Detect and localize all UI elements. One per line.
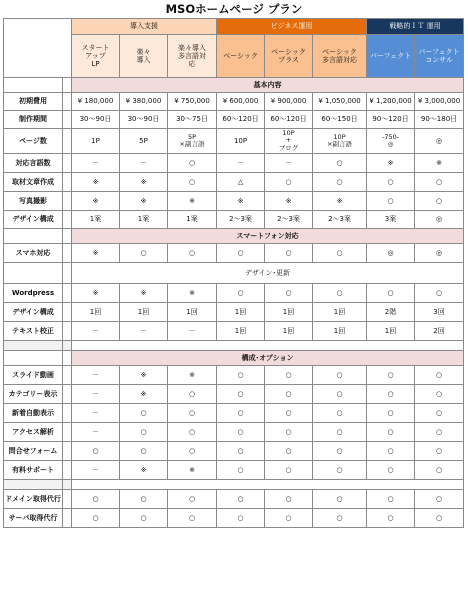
group-strategic-it: 戦略的ＩＴ 運用 — [367, 19, 464, 35]
value-cell: ○ — [313, 173, 367, 192]
value-cell: ○ — [313, 154, 367, 173]
value-line: ×副言語 — [179, 140, 205, 148]
value-cell: ¥ 380,000 — [120, 93, 168, 111]
value-line: 10P — [282, 128, 295, 137]
value-cell — [367, 129, 415, 154]
value-cell: ○ — [72, 490, 120, 509]
value-line: 5P — [187, 132, 197, 141]
value-cell: 90～180日 — [415, 111, 464, 129]
value-cell: ○ — [415, 385, 464, 404]
value-cell: ○ — [415, 404, 464, 423]
value-cell: ○ — [217, 461, 265, 480]
value-cell: 1回 — [72, 303, 120, 322]
table-row — [4, 490, 464, 509]
value-cell: 1案 — [72, 211, 120, 229]
section-row — [4, 351, 464, 366]
value-cell: ※ — [367, 154, 415, 173]
row-spacer — [63, 461, 72, 480]
section-spacer — [63, 78, 72, 93]
value-cell: － — [72, 423, 120, 442]
value-cell: ○ — [168, 490, 217, 509]
row-spacer — [63, 385, 72, 404]
value-cell: － — [72, 404, 120, 423]
value-line: ブログ — [278, 143, 299, 152]
blank-row — [4, 341, 464, 351]
value-cell: 2～3案 — [313, 211, 367, 229]
value-cell: ○ — [217, 490, 265, 509]
row-label: Wordpress — [4, 284, 63, 303]
plan-header-row — [4, 35, 464, 78]
value-cell: 3案 — [367, 211, 415, 229]
row-spacer — [63, 93, 72, 111]
value-cell: － — [168, 322, 217, 341]
plan-name-line: 多言語対 — [178, 51, 207, 60]
value-cell: 1回 — [265, 322, 313, 341]
row-spacer — [63, 244, 72, 263]
section-header: 構成･オプション — [72, 351, 464, 366]
section-spacer — [4, 351, 63, 366]
value-cell: 2～3案 — [265, 211, 313, 229]
table-row — [4, 404, 464, 423]
value-cell: ○ — [265, 385, 313, 404]
value-cell: ○ — [313, 284, 367, 303]
value-cell: 1P — [72, 129, 120, 154]
value-cell: ○ — [265, 461, 313, 480]
value-cell: ○ — [120, 509, 168, 528]
blank-row — [4, 480, 464, 490]
value-cell: ○ — [367, 173, 415, 192]
value-cell: 2～3案 — [217, 211, 265, 229]
plan-name-line: スタート — [81, 43, 110, 52]
value-cell: ○ — [367, 490, 415, 509]
value-cell: ○ — [217, 366, 265, 385]
value-cell: 1回 — [217, 303, 265, 322]
blank-cell — [72, 341, 464, 351]
value-cell: － — [72, 366, 120, 385]
value-cell: ○ — [265, 173, 313, 192]
table-row — [4, 366, 464, 385]
value-cell: 1回 — [265, 303, 313, 322]
row-label: スマホ対応 — [4, 244, 63, 263]
value-cell: ◎ — [415, 244, 464, 263]
plan-name-5 — [265, 35, 313, 78]
value-cell: ○ — [168, 509, 217, 528]
section-spacer — [4, 229, 63, 244]
value-cell: － — [72, 385, 120, 404]
table-row — [4, 322, 464, 341]
plan-table — [3, 18, 464, 528]
value-cell: ○ — [168, 442, 217, 461]
value-cell: ○ — [265, 490, 313, 509]
value-cell: ○ — [265, 244, 313, 263]
value-cell: ○ — [72, 442, 120, 461]
value-cell: ※ — [265, 192, 313, 211]
value-cell: ¥ 1,050,000 — [313, 93, 367, 111]
value-cell: － — [120, 154, 168, 173]
plan-name-2 — [120, 35, 168, 78]
table-row — [4, 192, 464, 211]
value-cell: ○ — [367, 366, 415, 385]
row-label: 有料サポート — [4, 461, 63, 480]
value-cell: ※ — [120, 284, 168, 303]
value-cell: ○ — [265, 404, 313, 423]
row-spacer — [63, 111, 72, 129]
value-cell: ○ — [367, 404, 415, 423]
value-cell: ○ — [120, 404, 168, 423]
value-cell: ※ — [217, 192, 265, 211]
page-title: MSOホームページ プラン — [165, 2, 303, 16]
value-cell: 60～150日 — [313, 111, 367, 129]
value-cell: 1回 — [367, 322, 415, 341]
section-header: 基本内容 — [72, 78, 464, 93]
row-label: 対応言語数 — [4, 154, 63, 173]
section-row — [4, 78, 464, 93]
table-row — [4, 423, 464, 442]
plan-name-line: プラス — [278, 56, 299, 64]
row-spacer — [63, 322, 72, 341]
row-label: テキスト校正 — [4, 322, 63, 341]
value-cell — [265, 129, 313, 154]
value-cell: ○ — [313, 423, 367, 442]
plan-name-line: 応 — [188, 60, 196, 69]
plan-name-line: 楽々 — [136, 47, 151, 56]
value-cell: ○ — [72, 509, 120, 528]
value-cell: ○ — [120, 423, 168, 442]
table-row — [4, 211, 464, 229]
value-cell: ○ — [217, 244, 265, 263]
value-cell: ※ — [120, 192, 168, 211]
blank-cell — [63, 480, 72, 490]
row-label: 新着自動表示 — [4, 404, 63, 423]
value-cell: ○ — [313, 442, 367, 461]
value-cell: ○ — [313, 385, 367, 404]
value-cell: 5P — [120, 129, 168, 154]
table-row — [4, 509, 464, 528]
row-label: 初期費用 — [4, 93, 63, 111]
value-cell: ○ — [415, 366, 464, 385]
value-cell: ○ — [415, 423, 464, 442]
value-cell: ○ — [265, 423, 313, 442]
plan-name-line: パーフェクト — [418, 47, 460, 56]
row-label: ページ数 — [4, 129, 63, 154]
value-cell: ○ — [168, 173, 217, 192]
value-cell: ※ — [72, 192, 120, 211]
value-cell: △ — [217, 173, 265, 192]
row-spacer — [63, 154, 72, 173]
value-cell: 1回 — [168, 303, 217, 322]
value-cell: ※ — [168, 366, 217, 385]
row-spacer — [63, 303, 72, 322]
value-cell: 30～90日 — [120, 111, 168, 129]
value-cell: ※ — [72, 244, 120, 263]
value-cell: ○ — [265, 284, 313, 303]
value-line: + — [285, 136, 292, 145]
value-cell: ※ — [168, 284, 217, 303]
row-label: 制作期間 — [4, 111, 63, 129]
value-cell: ¥ 600,000 — [217, 93, 265, 111]
value-cell: ○ — [120, 244, 168, 263]
row-spacer — [63, 211, 72, 229]
value-cell — [168, 129, 217, 154]
value-cell: ○ — [313, 366, 367, 385]
value-cell: ○ — [415, 442, 464, 461]
section-header: スマートフォン対応 — [72, 229, 464, 244]
row-label: アクセス解析 — [4, 423, 63, 442]
value-cell: ○ — [313, 244, 367, 263]
section-spacer — [4, 263, 63, 284]
plan-name-line: ベーシック — [322, 47, 357, 56]
value-cell: 30～90日 — [72, 111, 120, 129]
value-cell: ○ — [217, 442, 265, 461]
value-cell: 1回 — [313, 322, 367, 341]
value-cell: － — [72, 154, 120, 173]
value-cell: ○ — [367, 461, 415, 480]
value-cell: ※ — [168, 461, 217, 480]
value-cell: ¥ 900,000 — [265, 93, 313, 111]
row-label: 写真撮影 — [4, 192, 63, 211]
value-cell: 2階 — [367, 303, 415, 322]
row-spacer — [63, 284, 72, 303]
table-row — [4, 173, 464, 192]
value-cell: ◎ — [367, 244, 415, 263]
value-cell: 90～120日 — [367, 111, 415, 129]
value-cell: ○ — [367, 192, 415, 211]
blank-cell — [63, 341, 72, 351]
value-cell: ※ — [415, 154, 464, 173]
blank-cell — [4, 480, 63, 490]
value-cell: ○ — [313, 461, 367, 480]
value-cell: ○ — [367, 509, 415, 528]
value-cell: ○ — [367, 284, 415, 303]
value-cell: ○ — [120, 490, 168, 509]
table-row — [4, 93, 464, 111]
row-label: 取材文章作成 — [4, 173, 63, 192]
value-cell: ○ — [168, 404, 217, 423]
value-cell: 1回 — [120, 303, 168, 322]
blank-cell — [4, 341, 63, 351]
plan-name-line: 導入 — [136, 56, 151, 64]
section-spacer — [63, 351, 72, 366]
row-spacer — [63, 490, 72, 509]
row-label: 問合せフォーム — [4, 442, 63, 461]
table-row — [4, 284, 464, 303]
row-label: サーバ取得代行 — [4, 509, 63, 528]
value-cell: ¥ 3,000,000 — [415, 93, 464, 111]
table-row — [4, 461, 464, 480]
plan-name-line: ベーシック — [223, 51, 258, 60]
corner-cell — [4, 19, 72, 78]
plan-name-line: パーフェクト — [369, 51, 412, 60]
value-cell: ○ — [415, 192, 464, 211]
table-row — [4, 129, 464, 154]
blank-cell — [72, 480, 464, 490]
plan-name-line: アップ — [85, 51, 106, 60]
row-label: デザイン構成 — [4, 303, 63, 322]
value-line: ×副言語 — [327, 140, 352, 148]
value-cell: 10P — [217, 129, 265, 154]
value-cell: 1案 — [120, 211, 168, 229]
plan-name-8 — [415, 35, 464, 78]
value-cell: 60～120日 — [217, 111, 265, 129]
value-cell: 2回 — [415, 322, 464, 341]
table-row — [4, 303, 464, 322]
value-cell: ¥ 750,000 — [168, 93, 217, 111]
value-cell: ○ — [217, 423, 265, 442]
value-cell: ※ — [120, 173, 168, 192]
section-spacer — [63, 263, 72, 284]
table-row — [4, 385, 464, 404]
value-cell: － — [72, 322, 120, 341]
value-cell: ※ — [120, 461, 168, 480]
section-row — [4, 263, 464, 284]
value-cell: ¥ 180,000 — [72, 93, 120, 111]
row-spacer — [63, 423, 72, 442]
row-spacer — [63, 173, 72, 192]
value-cell: ○ — [265, 442, 313, 461]
value-cell: ○ — [265, 366, 313, 385]
value-cell: ○ — [367, 442, 415, 461]
value-cell: 1回 — [217, 322, 265, 341]
value-cell: ※ — [120, 366, 168, 385]
plan-name-line: LP — [91, 60, 100, 69]
table-row — [4, 442, 464, 461]
value-cell: ○ — [415, 284, 464, 303]
value-cell: ○ — [217, 509, 265, 528]
value-line: 10P — [333, 132, 346, 141]
section-spacer — [63, 229, 72, 244]
row-label: カテゴリー表示 — [4, 385, 63, 404]
value-cell: － — [120, 322, 168, 341]
plan-name-line: ベーシック — [271, 47, 306, 56]
row-label: デザイン構成 — [4, 211, 63, 229]
row-spacer — [63, 404, 72, 423]
table-row — [4, 244, 464, 263]
row-label: ドメイン取得代行 — [4, 490, 63, 509]
value-cell: ○ — [415, 173, 464, 192]
value-cell: ※ — [72, 173, 120, 192]
row-spacer — [63, 509, 72, 528]
value-cell: ◎ — [415, 211, 464, 229]
value-cell: － — [265, 154, 313, 173]
value-line: ◎ — [387, 140, 394, 148]
value-cell: 60～120日 — [265, 111, 313, 129]
value-cell: ○ — [265, 509, 313, 528]
value-cell: ○ — [367, 423, 415, 442]
value-cell: ※ — [120, 385, 168, 404]
value-cell: ※ — [313, 192, 367, 211]
value-cell: ◎ — [415, 129, 464, 154]
value-cell: ○ — [415, 509, 464, 528]
section-header: デザイン･更新 — [72, 263, 464, 284]
value-cell: 1回 — [313, 303, 367, 322]
value-cell: ○ — [168, 423, 217, 442]
value-cell — [313, 129, 367, 154]
value-cell: ○ — [120, 442, 168, 461]
row-spacer — [63, 366, 72, 385]
plan-name-line: 楽々導入 — [178, 43, 207, 52]
plan-name-line: 多言語対応 — [322, 56, 358, 64]
row-spacer — [63, 442, 72, 461]
group-header-row — [4, 19, 464, 35]
value-cell: ○ — [313, 404, 367, 423]
plan-name-1 — [72, 35, 120, 78]
row-label: スライド動画 — [4, 366, 63, 385]
plan-name-6 — [313, 35, 367, 78]
value-cell: － — [217, 154, 265, 173]
value-cell: ○ — [168, 154, 217, 173]
value-cell: ○ — [367, 385, 415, 404]
table-row — [4, 154, 464, 173]
value-cell: ※ — [72, 284, 120, 303]
value-cell: ○ — [168, 385, 217, 404]
group-intro-support: 導入支援 — [72, 19, 217, 35]
plan-name-3 — [168, 35, 217, 78]
value-cell: 1案 — [168, 211, 217, 229]
plan-name-4 — [217, 35, 265, 78]
value-cell: ¥ 1,200,000 — [367, 93, 415, 111]
value-cell: ○ — [313, 490, 367, 509]
value-cell: ○ — [217, 385, 265, 404]
plan-name-line: コンサル — [425, 56, 453, 64]
plan-name-7 — [367, 35, 415, 78]
value-cell: ○ — [313, 509, 367, 528]
value-line: -750- — [381, 132, 400, 141]
value-cell: ○ — [217, 284, 265, 303]
row-spacer — [63, 192, 72, 211]
value-cell: ※ — [168, 192, 217, 211]
group-business-operation: ビジネス運用 — [217, 19, 367, 35]
table-row — [4, 111, 464, 129]
value-cell: ○ — [217, 404, 265, 423]
value-cell: 3回 — [415, 303, 464, 322]
value-cell: － — [72, 461, 120, 480]
value-cell: ○ — [415, 490, 464, 509]
section-spacer — [4, 78, 63, 93]
value-cell: ○ — [168, 244, 217, 263]
section-row — [4, 229, 464, 244]
value-cell: 30～75日 — [168, 111, 217, 129]
row-spacer — [63, 129, 72, 154]
value-cell: ○ — [415, 461, 464, 480]
